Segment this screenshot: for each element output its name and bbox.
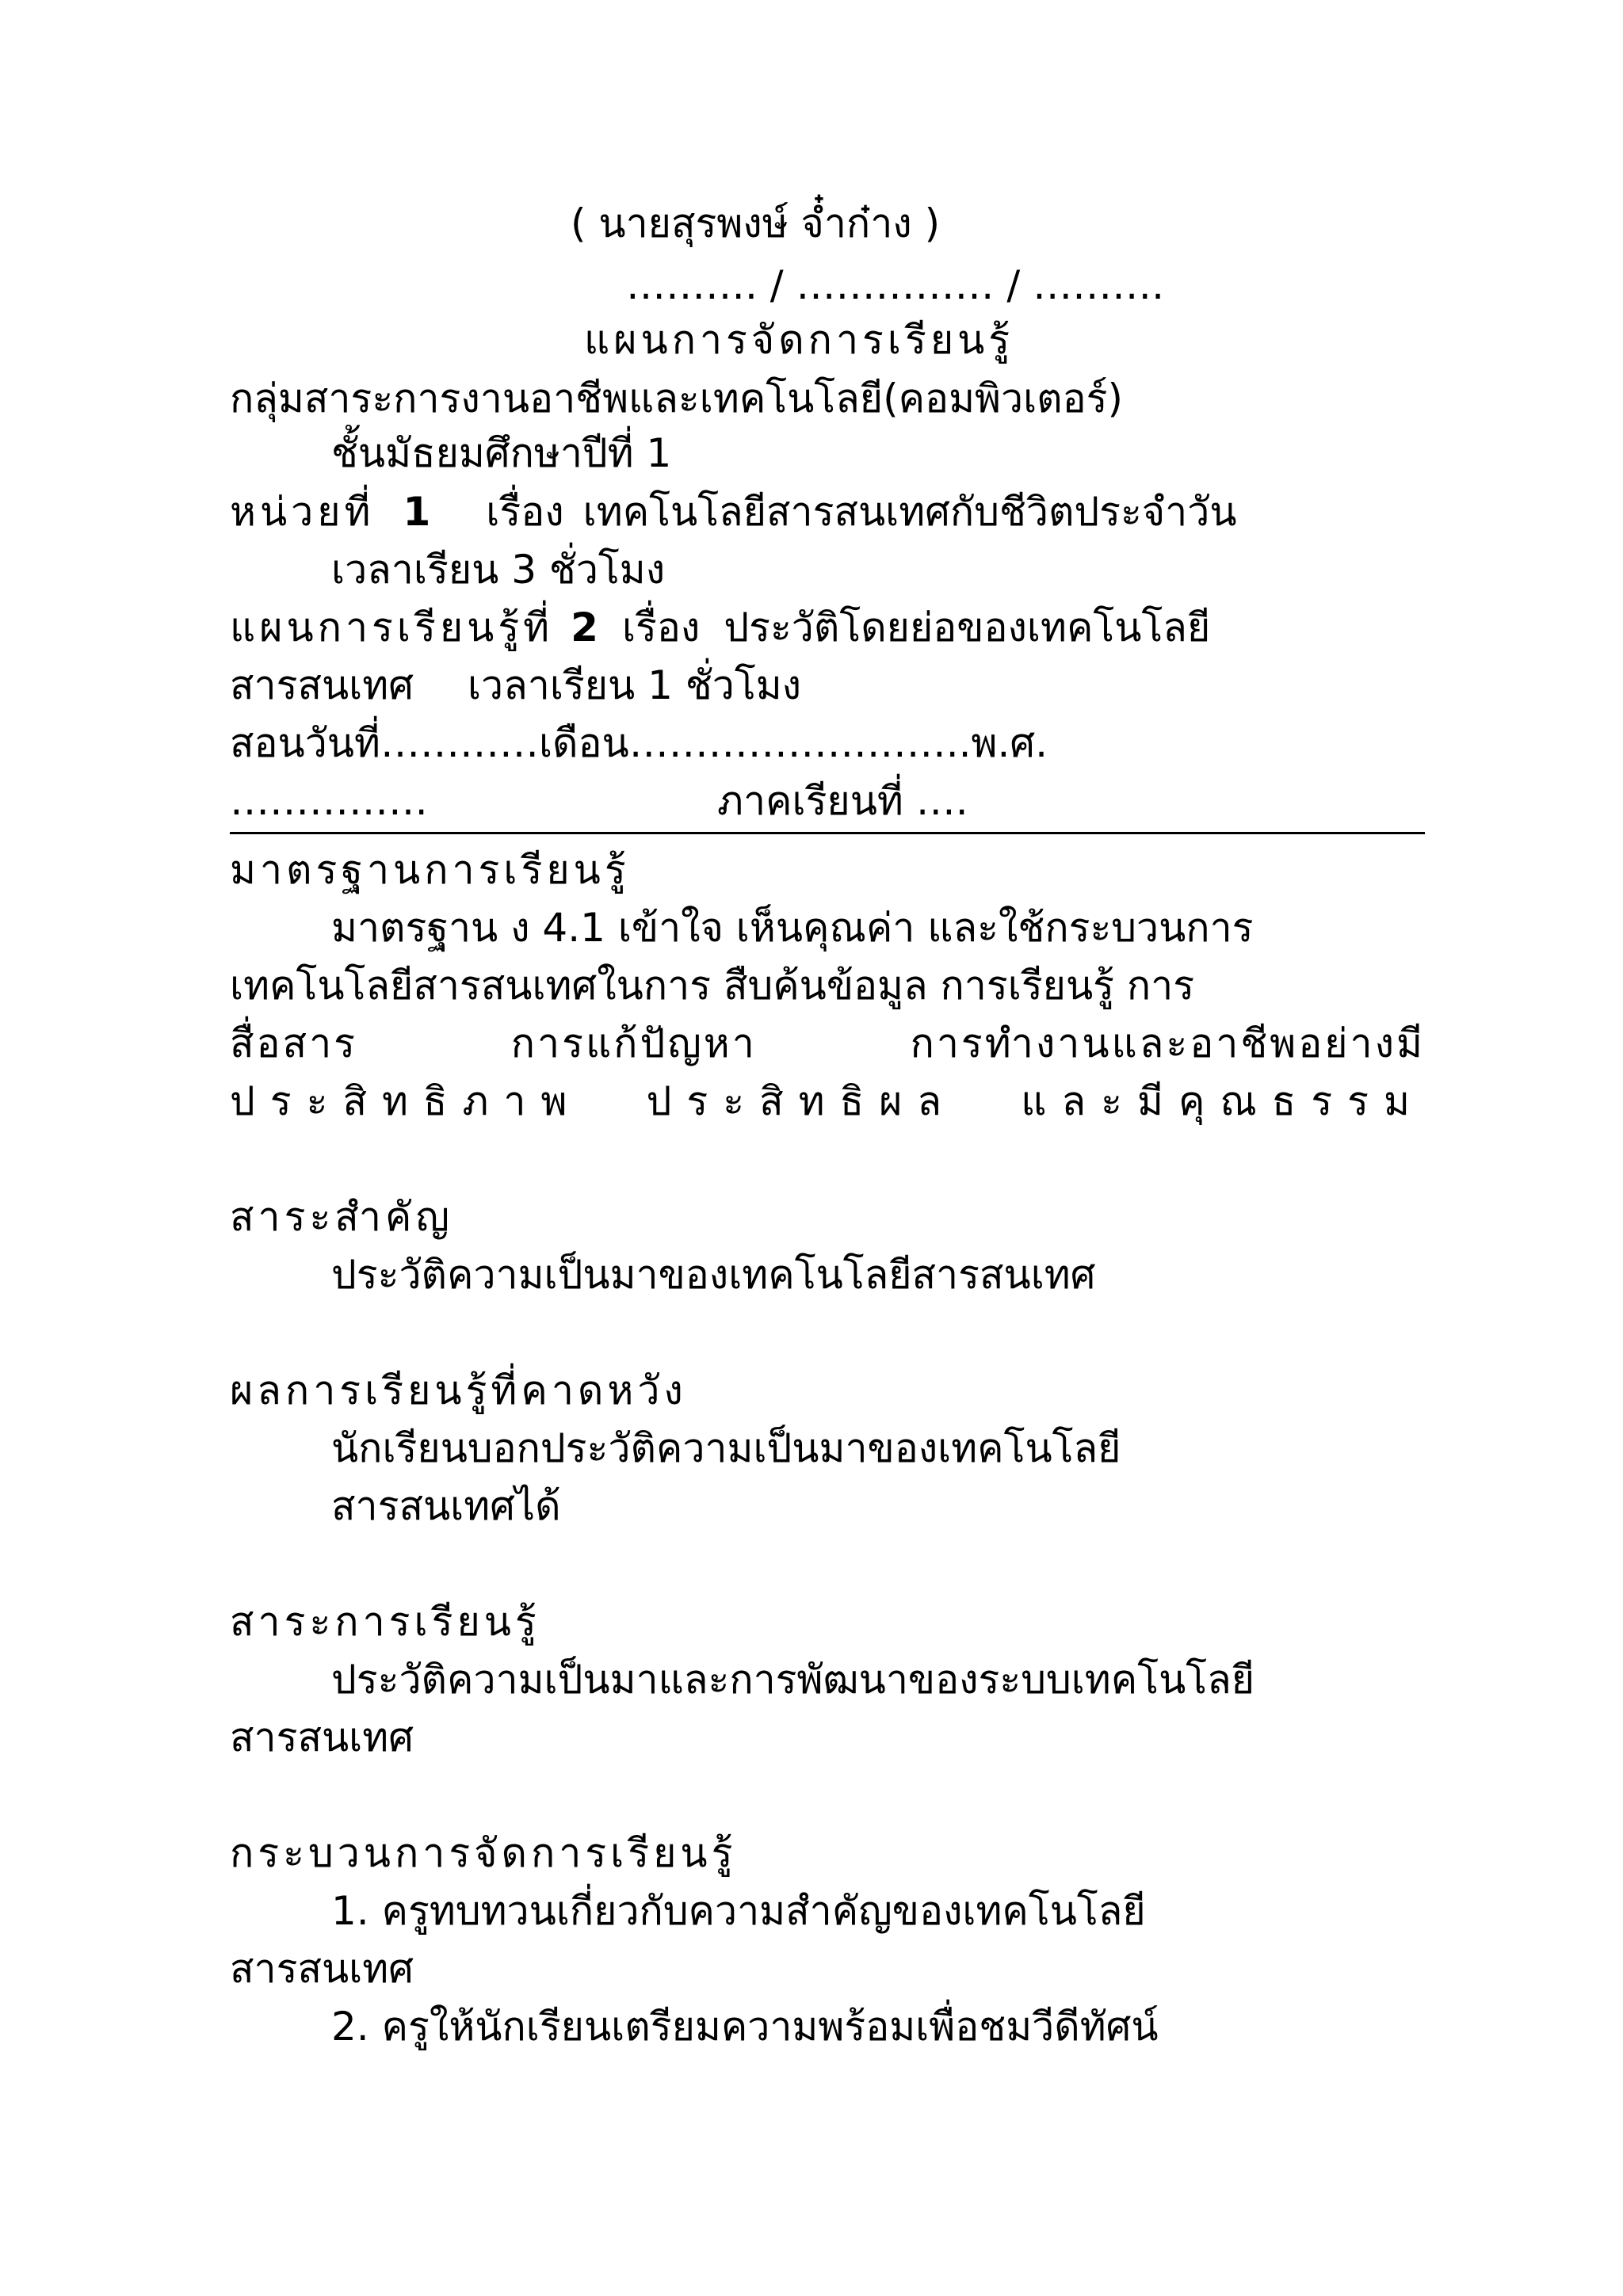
plan-line [230, 599, 1210, 656]
unit-number: 1 [403, 489, 431, 535]
teach-date-line: สอนวันที่…………เดือน……………………..พ.ศ. [230, 720, 1048, 766]
key-text: ประวัติความเป็นมาของเทคโนโลยีสารสนเทศ [331, 1252, 1096, 1298]
standard-line-4: ประสิทธิภาพ ประสิทธิผล และมีคุณธรรม [230, 1078, 1425, 1124]
unit-line [230, 483, 1237, 540]
plan-line-2 [230, 657, 801, 714]
outcome-line-2: สารสนเทศได้ [331, 1483, 561, 1529]
unit-label: หน่วยที่ [230, 489, 375, 535]
process-step-1: 1. ครูทบทวนเกี่ยวกับความสำคัญของเทคโนโลยี [331, 1888, 1146, 1934]
plan-topic-label: เรื่อง [621, 605, 701, 650]
standard-line-3: สื่อสาร การแก้ปัญหา การทำงานและอาชีพอย่างมี [230, 1020, 1425, 1066]
date-line: ………. / …………… / ………. [626, 262, 1165, 308]
grade-line: ชั้นมัธยมศึกษาปีที่ 1 [331, 430, 672, 476]
plan-time: เวลาเรียน 1 ชั่วโมง [467, 662, 802, 708]
process-step-2: 2. ครูให้นักเรียนเตรียมความพร้อมเพื่อชมวีดีทัศน์ [331, 2004, 1159, 2050]
plan-title: แผนการจัดการเรียนรู้ [584, 317, 1014, 363]
unit-time: เวลาเรียน 3 ชั่วโมง [331, 547, 666, 593]
standard-line-2: เทคโนโลยีสารสนเทศในการ สืบค้นข้อมูล การเรียนรู้ การ [230, 963, 1195, 1009]
semester: ภาคเรียนที่ …. [717, 778, 968, 824]
outcome-line-1: นักเรียนบอกประวัติความเป็นมาของเทคโนโลยี [331, 1425, 1121, 1471]
header-divider [230, 832, 1425, 834]
plan-topic: ประวัติโดยย่อของเทคโนโลยี [724, 605, 1211, 650]
plan-label: แผนการเรียนรู้ที่ [230, 605, 554, 650]
content-line-2: สารสนเทศ [230, 1714, 414, 1760]
standard-line-1: มาตรฐาน ง 4.1 เข้าใจ เห็นคุณค่า และใช้กระบวนการ [331, 905, 1254, 951]
signature-line: ( นายสุรพงษ์ จ๋ำก๋าง ) [571, 200, 941, 246]
unit-topic: เทคโนโลยีสารสนเทศกับชีวิตประจำวัน [582, 489, 1237, 535]
plan-number: 2 [571, 605, 598, 650]
plan-topic-cont: สารสนเทศ [230, 662, 414, 708]
process-step-1-cont: สารสนเทศ [230, 1946, 414, 1992]
year-blank: …………… [230, 778, 428, 824]
standard-heading: มาตรฐานการเรียนรู้ [230, 847, 630, 893]
process-heading: กระบวนการจัดการเรียนรู้ [230, 1830, 737, 1876]
outcome-heading: ผลการเรียนรู้ที่คาดหวัง [230, 1367, 687, 1413]
content-line-1: ประวัติความเป็นมาและการพัฒนาของระบบเทคโนโลยี [331, 1657, 1255, 1703]
content-heading: สาระการเรียนรู้ [230, 1599, 540, 1645]
unit-topic-label: เรื่อง [486, 489, 564, 535]
subject-line: กลุ่มสาระการงานอาชีพและเทคโนโลยี(คอมพิวเตอร์) [230, 376, 1124, 421]
key-heading: สาระสำคัญ [230, 1194, 453, 1240]
